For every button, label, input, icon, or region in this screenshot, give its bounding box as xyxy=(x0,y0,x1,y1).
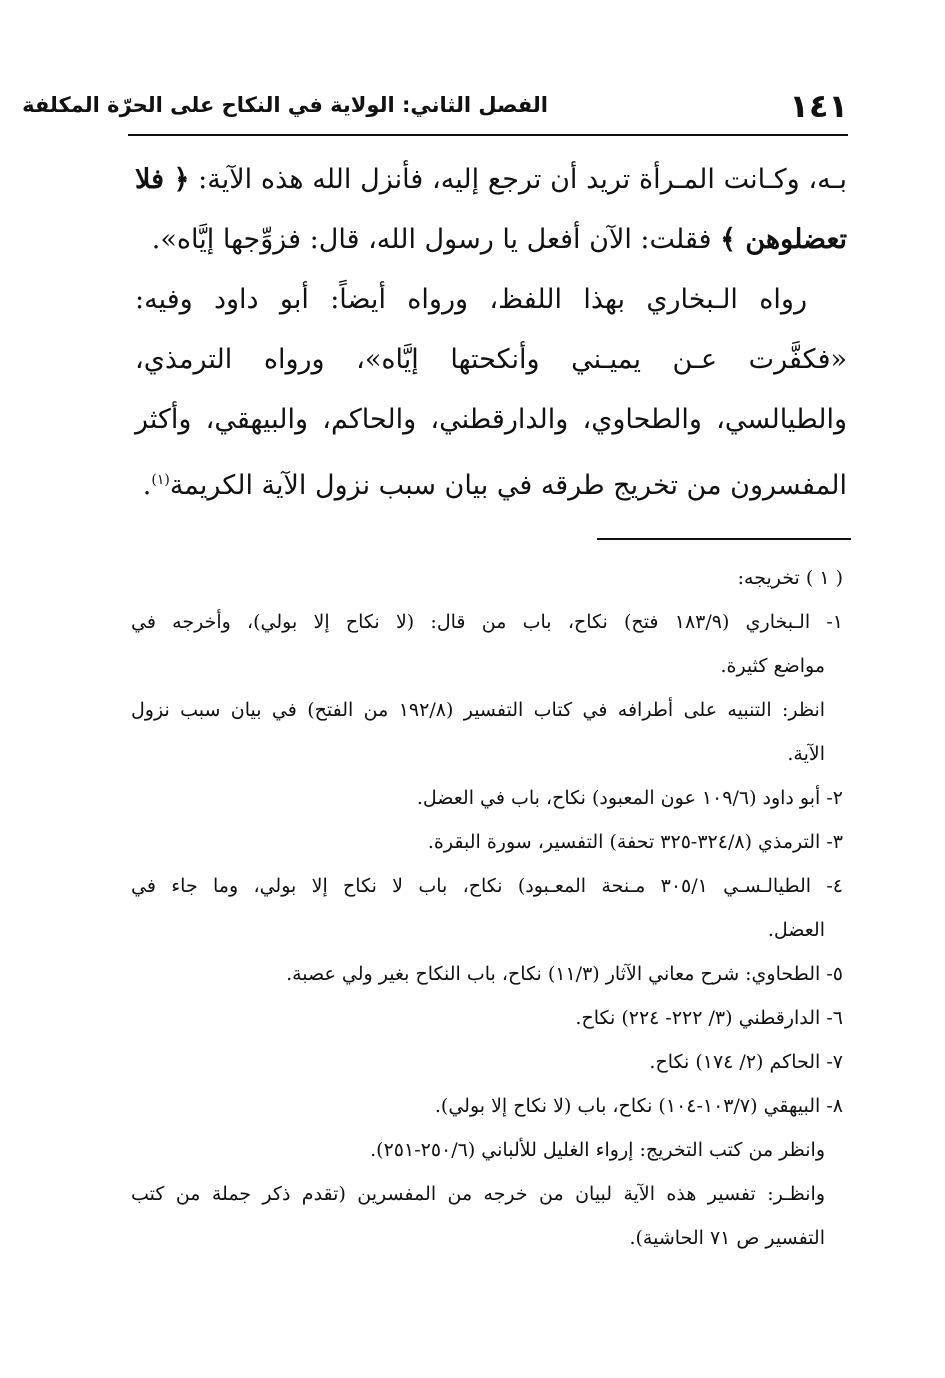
chapter-title: الفصل الثاني: الولاية في النكاح على الحرّة المكلفة xyxy=(22,93,548,117)
paragraph-1-lead: بـه، وكـانت المـرأة تريد أن ترجع إليه، فأنزل الله هذه الآية: xyxy=(189,164,847,195)
paragraph-2 xyxy=(135,270,847,516)
footnote-line: ٢- أبو داود (١٠٩/٦ عون المعبود) نكاح، باب في العضل. xyxy=(416,787,843,809)
footnote-line: الآية. xyxy=(787,743,825,765)
footnote-marker[interactable]: (١) xyxy=(151,472,170,488)
footnote-heading: ( ١ ) تخريجه: xyxy=(737,567,843,589)
paragraph-1-tail: فقلت: الآن أفعل يا رسول الله، قال: فزوِّجها إيَّاه». xyxy=(151,224,721,255)
paragraph-2-text: رواه الـبخاري بهذا اللفظ، ورواه أيضاً: أبو داود وفيه: «فكفَّرت عـن يميـني وأنكحتها إيَّاه»، ورواه الترمذي، والطيالسي، والطحاوي، والدارقطني، والحاكم، والبيهقي، وأكثر المفسرون من تخريج طرقه في بيان سبب نزول الآية الكريمة xyxy=(135,284,847,501)
footnote-line: ٨- البيهقي (١٠٣/٧-١٠٤) نكاح، باب (لا نكاح إلا بولي). xyxy=(434,1095,843,1117)
footnote-line: انظر: التنبيه على أطرافه في كتاب التفسير (١٩٢/٨ من الفتح) في بيان سبب نزول xyxy=(131,699,826,721)
footnote-line: وانظـر: تفسير هذه الآية لبيان من خرجه من المفسرين (تقدم ذكر جملة من كتب xyxy=(131,1183,825,1205)
quran-verse: ﴿ فلا تعضلوهن ﴾ xyxy=(135,164,847,255)
footnote-line: ٦- الدارقطني (٣/ ٢٢٢- ٢٢٤) نكاح. xyxy=(575,1007,843,1029)
footnote-line: مواضع كثيرة. xyxy=(720,655,825,677)
page-header xyxy=(22,84,848,136)
footnote-line: ٥- الطحاوي: شرح معاني الآثار (١١/٣) نكاح، باب النكاح بغير ولي عصبة. xyxy=(286,963,843,985)
footnotes xyxy=(131,556,843,1260)
page-number: ١٤١ xyxy=(789,87,848,125)
footnote-line: ٣- الترمذي (٣٢٤/٨-٣٢٥ تحفة) التفسير، سورة البقرة. xyxy=(427,831,843,853)
footnote-line: وانظر من كتب التخريج: إرواء الغليل للألباني (٢٥٠/٦-٢٥١). xyxy=(370,1139,825,1161)
paragraph-2-end: . xyxy=(142,470,152,501)
header-rule xyxy=(128,134,848,136)
footnote-line: العضل. xyxy=(767,919,825,941)
paragraph-1 xyxy=(135,150,847,270)
footnote-line: التفسير ص ٧١ الحاشية). xyxy=(629,1227,825,1249)
footnote-line: ٧- الحاكم (٢/ ١٧٤) نكاح. xyxy=(649,1051,843,1073)
main-text xyxy=(135,150,847,516)
footnote-line: ٤- الطيالـسـي ٣٠٥/١ مـنحة المعـبود) نكاح، باب لا نكاح إلا بولي، وما جاء في xyxy=(131,875,843,897)
footnote-separator xyxy=(597,538,851,540)
footnote-line: ١- الـبخاري (١٨٣/٩ فتح) نكاح، باب من قال: (لا نكاح إلا بولي)، وأخرجه في xyxy=(131,611,843,633)
